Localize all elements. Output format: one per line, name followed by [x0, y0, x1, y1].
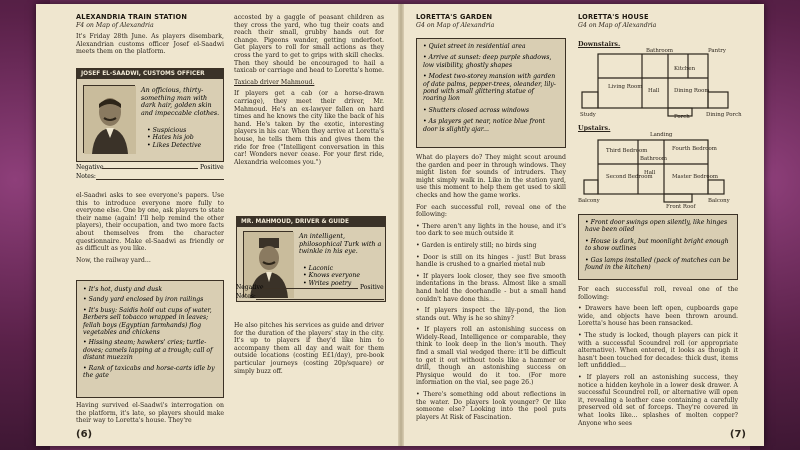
room-label: Balcony — [708, 198, 730, 204]
room-label: Fourth Bedroom — [672, 146, 717, 152]
trait: • Writes poetry — [303, 279, 352, 287]
bullet: • Quiet street in residential area — [423, 43, 526, 50]
section-label: Taxicab driver Mahmoud. — [234, 78, 315, 86]
page-number-left: (6) — [76, 429, 93, 440]
room-label: Pantry — [708, 48, 726, 54]
room-label: Bathroom — [646, 48, 673, 54]
right-column-2 — [578, 14, 738, 33]
paragraph: For each successful roll, reveal one of the following: — [578, 286, 738, 301]
negative-label: Negative — [76, 164, 104, 171]
paragraph: What do players do? They might scout around the garden and peer in through windows. They might listen for sounds of intruders. They might simply walk in. Like in the station yard, use this moment to help them get used to skill checks and how the game works. — [416, 154, 566, 199]
intro-paragraph: It's Friday 28th June. As players disembark, Alexandrian customs officer Josef el-Saadwi meets them on the platform. — [76, 33, 224, 56]
bullet: • Rank of taxicabs and horse-carts idle by the gate — [83, 364, 215, 380]
downstairs-floorplan — [578, 48, 742, 120]
bullet: • Gas lamps installed (pack of matches can be found in the kitchen) — [585, 256, 731, 272]
paragraph: Now, the railway yard... — [76, 256, 151, 264]
room-label: Third Bedroom — [606, 148, 648, 154]
reveal-item: • Garden is entirely still; no birds sing — [416, 241, 537, 249]
page-number-right: (7) — [729, 429, 746, 440]
section-subtitle: G4 on Map of Alexandria — [578, 21, 657, 29]
bullet: • Front door swings open silently, like hinges have been oiled — [585, 219, 728, 234]
npc-name: MR. MAHMOUD, DRIVER & GUIDE — [237, 217, 385, 227]
npc-name: JOSEF EL-SAADWI, CUSTOMS OFFICER — [77, 69, 223, 79]
section-title: ALEXANDRIA TRAIN STATION — [76, 13, 188, 21]
reveal-item: • Door is still on its hinges - just! But brass handle is crushed to a gnarled metal nub — [416, 253, 566, 269]
yard-bullets — [83, 286, 217, 379]
left-column-1-body — [76, 192, 224, 268]
upstairs-label: Upstairs. — [578, 124, 611, 132]
trait: • Suspicious — [147, 127, 187, 134]
bullet: • Hissing steam; hawkers' cries; turtle-doves; camels lapping at a trough; call of distant muezzin — [83, 339, 213, 362]
bullet: • It's busy: Saidis hold out cups of water, Berbers sell tobacco wrapped in leaves; fellah boys (Egyptian farmhands) flog vegetables and chickens — [83, 306, 212, 337]
railway-yard-box — [76, 280, 224, 398]
room-label: Balcony — [578, 198, 600, 204]
notes-line — [96, 179, 224, 180]
trait: • Hates his job — [147, 134, 194, 142]
bullet: • Modest two-storey mansion with garden of date palms, pepper-trees, oleander, lily-pond with small glittering statue of roaring lion — [423, 73, 556, 103]
paragraph: Having survived el-Saadwi's interrogation on the platform, it's late, so players should make their way to Loretta's house. They're — [76, 402, 224, 425]
room-label: Hall — [648, 88, 660, 94]
right-column-1-body — [416, 154, 566, 425]
room-label: Hall — [644, 170, 656, 176]
room-label: Bathroom — [640, 156, 667, 162]
room-label: Dining Porch — [706, 112, 742, 118]
negative-label: Negative — [236, 284, 264, 291]
room-label: Second Bedroom — [606, 174, 653, 180]
room-label: Dining Room — [674, 88, 710, 94]
notes-line — [256, 299, 384, 300]
bullet: • As players get near, notice blue front door is slightly ajar... — [423, 118, 546, 133]
paragraph: accosted by a gaggle of peasant children as they cross the yard, who tug their coats and reach their small, grubby hands out for change. Pigeons wander, getting underfoot. Get players to roll for small actions as they cross the yard to get to grips with skill checks. Then they should be encouraged to hail a taxicab or carriage and head to Loretta's home. — [234, 14, 384, 75]
left-column-1 — [76, 14, 224, 60]
section-subtitle: G4 on Map of Alexandria — [416, 21, 495, 29]
garden-box — [416, 38, 566, 148]
positive-label: Positive — [200, 164, 224, 171]
npc-traits — [147, 127, 223, 149]
portrait-josef-image — [83, 85, 135, 153]
paragraph: He also pitches his services as guide and driver for the duration of the players' stay in the city. It's up to players if they'd like him to accompany them all day and wait for them outside locations (costing E£1/day), pre-book particular journeys (costing 20p/square) or simply buzz off. — [234, 322, 384, 375]
npc-description: An intelligent, philosophical Turk with a twinkle in his eye. — [299, 232, 382, 256]
bullet: • Arrive at sunset: deep purple shadows, low visibility, ghostly shapes — [423, 54, 552, 69]
paragraph: If players get a cab (or a horse-drawn carriage), they meet their driver, Mr. Mahmoud. He's an ex-lawyer fallen on hard times and he knows the city like the back of his hand. He's taken by the exotic, interesting players in his car. When they arrive at Loretta's house, he tells them this and gives them the ride for free ("Intelligent conversation in this car! Wonders never cease. For your first ride, Alexandria welcomes you.") — [234, 90, 384, 166]
left-column-2 — [234, 14, 384, 170]
bullet: • Shutters closed across windows — [423, 106, 530, 114]
paragraph: For each successful roll, reveal one of the following: — [416, 203, 566, 219]
reveal-item: • If players look closer, they see five smooth indentations in the brass. Almost like a small hand held the doorhandle - but a small hand couldn't have done this... — [416, 272, 566, 303]
notes-label: Notes: — [236, 293, 256, 300]
left-column-1-outro — [76, 402, 224, 429]
npc-description: An officious, thirty-something man with dark hair, golden skin and impeccable clothes. — [141, 86, 220, 117]
right-column-2-body — [578, 286, 738, 431]
positive-label: Positive — [360, 284, 384, 291]
reveal-item: • If players roll an astonishing success, they notice a hidden keyhole in a lower desk drawer. A successful Scoundrel roll, or alternative will open it, revealing a leather case containing a carefully preserved old set of forceps. They're covered in what looks like... splashes of molten copper? Anyone who sees — [578, 373, 738, 427]
trait: • Likes Detective — [147, 141, 202, 149]
paragraph: el-Saadwi asks to see everyone's papers. Use this to introduce everyone more fully to everyone else. One by one, ask players to state their name (again! I'll help remind the other players), their occupation, and two more facts about themselves from the character questionnaire. Make el-Saadwi as friendly or as difficult as you like. — [76, 192, 224, 253]
bullet: • Sandy yard enclosed by iron railings — [83, 296, 204, 304]
room-label: Living Room — [608, 84, 643, 90]
section-subtitle: F4 on Map of Alexandria — [76, 21, 154, 29]
section-title: LORETTA'S HOUSE — [578, 13, 649, 21]
reveal-item: • If players inspect the lily-pond, the lion stands out. Why is he so shiny? — [416, 307, 566, 322]
room-label: Front Roof — [666, 204, 696, 210]
right-column-1 — [416, 14, 566, 33]
bullet: • It's hot, dusty and dusk — [83, 286, 163, 293]
npc-card-josef — [76, 68, 224, 162]
section-title: LORETTA'S GARDEN — [416, 13, 493, 21]
reveal-item: • There aren't any lights in the house, and it's too dark to see much outside it — [416, 222, 566, 238]
attitude-tracker-mahmoud — [236, 284, 386, 304]
reveal-item: • There's something odd about reflections in the water. Do players look younger? Or like someone else? Looking into the pool puts players At Risk of Fascination. — [416, 391, 566, 421]
attitude-line — [262, 288, 358, 289]
book-spread — [36, 4, 764, 446]
downstairs-label: Downstairs. — [578, 40, 621, 48]
room-label: Master Bedroom — [672, 174, 718, 180]
attitude-tracker-josef — [76, 164, 226, 184]
trait: • Knows everyone — [303, 272, 361, 280]
notes-label: Notes: — [76, 173, 96, 180]
room-label: Landing — [650, 132, 673, 138]
right-page — [402, 4, 764, 446]
room-label: Kitchen — [674, 66, 696, 72]
reveal-item: • If players roll an astonishing success on Widely-Read, Intelligence or comparable, they think to look deep in the lion's mouth. They find a small vial wedged there: it'll be difficult to get it out without tools like a hammer or drill, though an astonishing success on Physique would do it too. (For more information on the vial, see page 26.) — [416, 326, 566, 387]
room-label: Porch — [674, 114, 690, 120]
reveal-item: • The study is locked, though players can pick it with a successful Scoundrel roll (or appropriate alternative). When entered, it looks as though it hasn't been touched for decades: thick dust, items left unfiddled... — [578, 331, 738, 370]
room-label: Study — [580, 112, 596, 118]
bullet: • House is dark, but moonlight bright enough to show outlines — [585, 237, 729, 253]
upstairs-floorplan — [578, 130, 738, 208]
house-box — [578, 214, 738, 280]
reveal-item: • Drawers have been left open, cupboards gape wide, and objects have been thrown around. Loretta's house has been ransacked. — [578, 305, 738, 328]
attitude-line — [102, 168, 198, 169]
left-page — [36, 4, 400, 446]
left-column-2-body — [234, 322, 384, 379]
trait: • Laconic — [303, 265, 334, 272]
